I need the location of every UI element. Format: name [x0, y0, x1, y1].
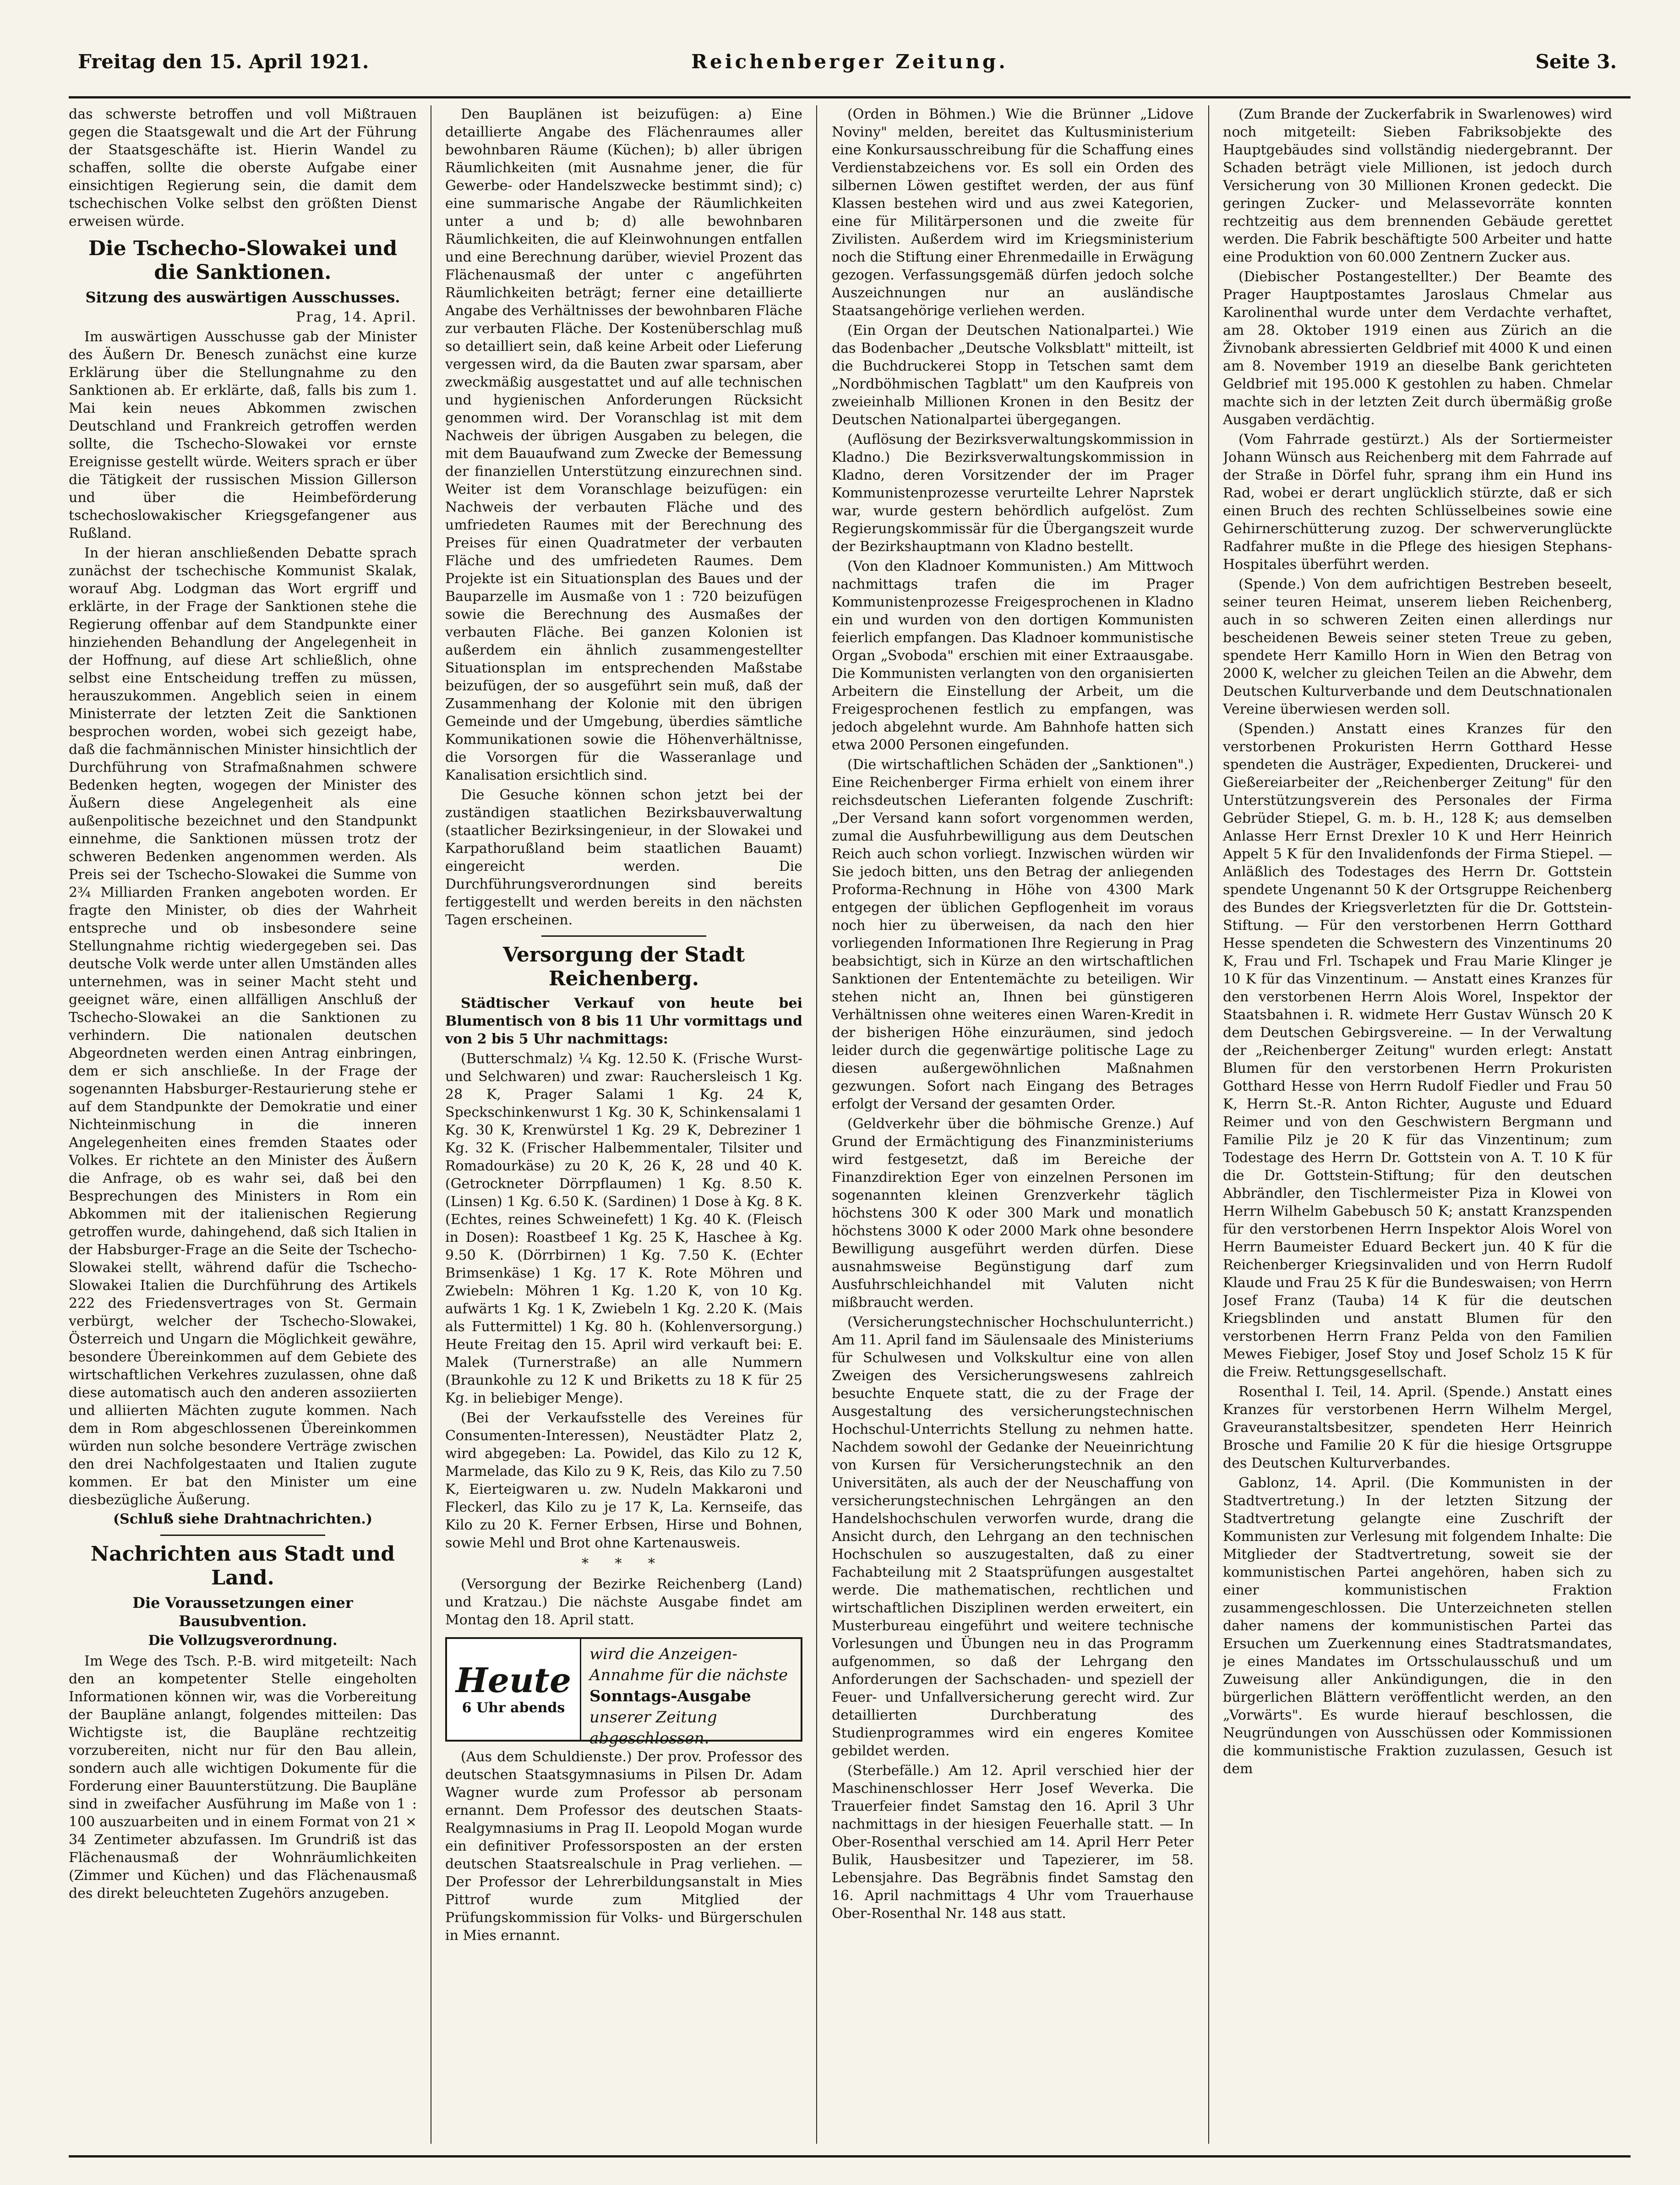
column-divider: [1208, 105, 1209, 2144]
notice-time: 6 Uhr abends: [462, 1699, 565, 1716]
paragraph: In der hieran anschließenden Debatte sprach zunächst der tschechische Kommunist Skalak, worauf Abg. Lodgman das Wort ergriff und erklärte, in der Frage der Sanktionen stehe die Regierung offenbar auf dem Standpunkte einer hinziehenden Behandlung der Angelegenheit in der Hoffnung, auf diese Art schließlich, ohne selbst eine Entscheidung treffen zu müssen, herauszukommen. Angeblich seien in einem Ministerrate der letzten Zeit die Sanktionen besprochen worden, wobei sich gezeigt habe, daß die fachmännischen Minister hinsichtlich der Durchführung von Strafmaßnahmen schwere Bedenken hegten, wogegen der Minister des Äußern diese Angelegenheit als eine außenpolitische bezeichnet und den Standpunkt einnehme, die Sanktionen müssen trotz der schweren Bedenken angenommen werden. Als Preis sei der Tschecho-Slowakei die Summe von 2¾ Milliarden Franken angeboten worden. Er fragte den Minister, ob dies der Wahrheit entspreche und ob insbesondere seine Stellungnahme richtig wiedergegeben sei. Das deutsche Volk werde unter allen Umständen alles unternehmen, was in seiner Macht steht und geeignet wäre, einen allfälligen Anschluß der Tschecho-Slowakei an die Sanktionen zu verhindern. Die nationalen deutschen Abgeordneten werden einen Antrag einbringen, dem er sich anschließe. In der Frage der sogenannten Habsburger-Restaurierung stehe er auf dem Standpunkte der Demokratie und einer Nichteinmischung in die inneren Angelegenheiten eines fremden Staates oder Volkes. Er richtete an den Minister des Äußern die Anfrage, ob es wahr sei, daß bei den Besprechungen des Ministers in Rom ein Abkommen mit der italienischen Regierung getroffen wurde, dahingehend, daß sich Italien in der Habsburger-Frage an die Seite der Tschecho-Slowakei stellt, während dafür die Tschecho-Slowakei Italien die Durchführung des Artikels 222 des Friedensvertrages von St. Germain verbürgt, welcher der Tschecho-Slowakei, Österreich und Ungarn die Möglichkeit gewähre, besondere Übereinkommen auf dem Gebiete des wirtschaftlichen Verkehres zuzulassen, ohne daß diese automatisch auch den anderen assoziierten und alliierten Mächten zugute kommen. Nach dem in Rom abgeschlossenen Übereinkommen würden nun solche besondere Verträge zwischen den drei Nachfolgestaaten und Italien zugute kommen. Er bat den Minister um eine diesbezügliche Äußerung.: [69, 545, 417, 1508]
paragraph: Städtischer Verkauf von heute bei Blumentisch von 8 bis 11 Uhr vormittags und von 2 bis 5 Uhr nachmittags:: [445, 995, 802, 1047]
column-divider: [816, 105, 817, 2144]
paragraph: (Von den Kladnoer Kommunisten.) Am Mittwoch nachmittags trafen die im Prager Kommunistenprozesse Freigesprochenen in Kladno ein und wurden von den dortigen Kommunisten feierlich empfangen. Das Kladnoer kommunistische Organ „Svoboda" erschien mit einer Extraausgabe. Die Kommunisten verlangten von den organisierten Arbeitern die Einstellung der Arbeit, um die Freigesprochenen festlich zu empfangen, was jedoch abgelehnt wurde. Am Bahnhofe hatten sich etwa 2000 Personen eingefunden.: [832, 558, 1194, 753]
price-list: (Butterschmalz) ¼ Kg. 12.50 K. (Frische Wurst- und Selchwaren) und zwar: Rauchersleisch 1 Kg. 28 K, Prager Salami 1 Kg. 24 K, Speckschinkenwurst 1 Kg. 30 K, Schinkensalami 1 Kg. 30 K, Krenwürstel 1 Kg. 29 K, Debreziner 1 Kg. 32 K. (Frischer Halbemmentaler, Tilsiter und Romadourkäse) zu 20 K, 26 K, 28 und 40 K. (Getrockneter Dörrpflaumen) 1 Kg. 8.50 K. (Linsen) 1 Kg. 6.50 K. (Sardinen) 1 Dose à Kg. 8 K. (Echtes, reines Schweinefett) 1 Kg. 40 K. (Fleisch in Dosen): Roastbeef 1 Kg. 25 K, Haschee à Kg. 9.50 K. (Dörrbirnen) 1 Kg. 7.50 K. (Echter Brimsenkäse) 1 Kg. 17 K. Rote Möhren und Zwiebeln: Möhren 1 Kg. 1.20 K, von 10 Kg. aufwärts 1 Kg. 1 K, Zwiebeln 1 Kg. 2.20 K. (Mais als Futtermittel) 1 Kg. 80 h. (Kohlenversorgung.) Heute Freitag den 15. April wird verkauft bei: E. Malek (Turnerstraße) an alle Nummern (Braunkohle zu 12 K und Briketts zu 18 K für 25 Kg. in beliebiger Menge).: [445, 1051, 802, 1406]
dateline: Prag, 14. April.: [296, 309, 417, 325]
paragraph: (Sterbefälle.) Am 12. April verschied hier der Maschinenschlosser Herr Josef Weverka. Die Trauerfeier findet Samstag den 16. April 3 Uhr nachmittags in der hiesigen Feuerhalle statt. — In Ober-Rosenthal verschied am 14. April Herr Peter Bulik, Hausbesitzer und Tapezierer, im 58. Lebensjahre. Das Begräbnis findet Samstag den 16. April nachmittags 4 Uhr vom Trauerhause Ober-Rosenthal Nr. 148 aus statt.: [832, 1763, 1194, 1922]
notice-bold: Sonntags-Ausgabe: [589, 1687, 751, 1705]
section-headline: Versorgung der Stadt Reichenberg.: [502, 943, 745, 990]
section-headline: Nachrichten aus Stadt und Land.: [90, 1542, 395, 1590]
paragraph: (Aus dem Schuldienste.) Der prov. Professor des deutschen Staatsgymnasiums in Pilsen Dr. Adam Wagner wurde zum Professor ab personam ernannt. Dem Professor des deutschen Staats-Realgymnasiums in Prag II. Leopold Mogan wurde ein definitiver Professorsposten an der ersten deutschen Staatsrealschule in Prag verliehen. — Der Professor der Lehrerbildungsanstalt in Mies Pittrof wurde zum Mitglied der Prüfungskommission für Volks- und Bürgerschulen in Mies ernannt.: [445, 1749, 802, 1944]
page-number: Seite 3.: [1535, 50, 1617, 73]
column-4: [1223, 105, 1612, 2144]
paragraph: (Spenden.) Anstatt eines Kranzes für den verstorbenen Prokuristen Herrn Gotthard Hesse spendeten die Austräger, Expedienten, Druckerei- und Gießereiarbeiter der „Reichenberger Zeitung" für den Unterstützungsverein des Personales der Firma Gebrüder Stiepel, G. m. b. H., 128 K; aus demselben Anlasse Herr Ernst Drexler 10 K und Herr Heinrich Appelt 5 K für den Invalidenfonds der Firma Stiepel. — Anläßlich des Todestages des Herrn Dr. Gottstein spendete Ungenannt 50 K der Ortsgruppe Reichenberg des Bundes der Kriegsverletzten für die Dr. Gottstein-Stiftung. — Für den verstorbenen Herrn Gotthard Hesse spendeten die Schwestern des Vinzentinums 20 K, Frau und Frl. Tschapek und Frau Marie Klinger je 10 K für das Vinzentinum. — Anstatt eines Kranzes für den verstorbenen Herrn Alois Worel, Inspektor der Staatsbahnen i. R. widmete Herr Gustav Wünsch 20 K dem Deutschen Gebirgsvereine. — In der Verwaltung der „Reichenberger Zeitung" wurden erlegt: Anstatt Blumen für den verstorbenen Herrn Prokuristen Gotthard Hesse von Herrn Rudolf Fiedler und Frau 50 K, Herrn St.-R. Anton Richter, Auguste und Eduard Reimer und von den Geschwistern Bergmann und Familie Pilz je 20 K für das Vinzentinum; zum Todestage des Herrn Dr. Gottstein von A. T. 10 K für die Dr. Gottstein-Stiftung; für den deutschen Abbrändler, den Tischlermeister Piza in Klowei von Herrn Wilhelm Gabebusch 50 K; anstatt Kranzspenden für den verstorbenen Herrn Inspektor Alois Worel von Herrn Baumeister Eduard Beckert jun. 40 K für die Reichenberger Kriegsinvaliden und von Herrn Rudolf Klaude und Frau 25 K für die Bundeswaisen; von Herrn Josef Franz (Tauba) 14 K für die deutschen Kriegsblinden und anstatt Blumen für den verstorbenen Herrn Franz Pelda von den Familien Mewes Fiebiger, Josef Stoy und Josef Scholz 15 K für die Freiw. Rettungsgesellschaft.: [1223, 721, 1612, 1380]
notice-text-1: wird die Anzeigen-Annahme für die nächste: [589, 1645, 788, 1684]
article-headline: Die Voraussetzungen einer Bausubvention.: [132, 1594, 353, 1630]
paragraph: (Orden in Böhmen.) Wie die Brünner „Lidove Noviny" melden, bereitet das Kultusministerium eine Konkursausschreibung für die Schaffung eines Verdienstabzeichens vor. Es soll ein Orden des silbernen Löwen gestiftet werden, der aus fünf Klassen bestehen wird und aus zwei Kategorien, eine für Militärpersonen und die zweite für Zivilisten. Außerdem wird im Kriegsministerium noch die Stiftung einer Ehrenmedaille in Erwägung gezogen. Verfassungsgemäß dürfen jedoch solche Auszeichnungen nur an ausländische Staatsangehörige verliehen werden.: [832, 106, 1194, 319]
paragraph: Rosenthal I. Teil, 14. April. (Spende.) Anstatt eines Kranzes für verstorbenen Herrn Wilhelm Mergel, Graveuranstaltsbesitzer, spendeten Herr Heinrich Brosche und Familie 20 K für die hiesige Ortsgruppe des Deutschen Kulturverbandes.: [1223, 1384, 1612, 1471]
column-2: [445, 105, 802, 2144]
separator-stars: * * *: [581, 1556, 666, 1572]
article-headline: Die Tschecho-Slowakei und die Sanktionen.: [88, 237, 398, 284]
separator: [541, 935, 706, 937]
column-3: [832, 105, 1194, 2144]
paragraph: (Vom Fahrrade gestürzt.) Als der Sortiermeister Johann Wünsch aus Reichenberg mit dem Fahrrade auf der Straße in Dörfel fuhr, sprang ihm ein Hund ins Rad, wobei er derart unglücklich stürzte, daß er sich einen Bruch des rechten Schlüsselbeines sowie eine Gehirnerschütterung zuzog. Der schwerverunglückte Radfahrer mußte in die Pflege des hiesigen Stephans-Hospitales überführt werden.: [1223, 432, 1612, 573]
article-subheadline: Sitzung des auswärtigen Ausschusses.: [85, 289, 400, 306]
paragraph: (Spende.) Von dem aufrichtigen Bestreben beseelt, seiner teuren Heimat, unserem lieben Reichenberg, auch in so schweren Zeiten einen allerdings nur bescheidenen Beweis seiner steten Treue zu geben, spendete Herr Kamillo Horn in Wien den Betrag von 2000 K, welcher zu gleichen Teilen an die Abwehr, dem Deutschen Kulturverbande und dem Deutschnationalen Vereine überwiesen werden soll.: [1223, 576, 1612, 717]
page-header: [69, 46, 1631, 87]
separator: [160, 1535, 325, 1536]
notice-text-2: unserer Zeitung abgeschlossen.: [589, 1708, 717, 1748]
paragraph: (Diebischer Postangestellter.) Der Beamte des Prager Hauptpostamtes Jaroslaus Chmelar aus Karolinenthal wurde unter dem Verdachte verhaftet, am 28. Oktober 1919 einen aus Zürich an die Živnobank abressierten Geldbrief mit 4000 K und einen am 8. November 1919 an dieselbe Bank gerichteten Geldbrief mit 195.000 K gestohlen zu haben. Chmelar machte sich in der letzten Zeit durch übermäßig große Ausgaben verdächtig.: [1223, 269, 1612, 428]
newspaper-page: [69, 27, 1631, 2158]
notice-text: [581, 1639, 801, 1748]
paragraph: (Die wirtschaftlichen Schäden der „Sanktionen".) Eine Reichenberger Firma erhielt von einem ihrer reichsdeutschen Lieferanten folgende Zuschrift: „Der Versand kann sofort vorgenommen werden, zumal die Ausfuhrbewilligung aus dem Deutschen Reich auch schon vorliegt. Inzwischen würden wir Sie jedoch bitten, uns den Betrag der anliegenden Proforma-Rechnung in Höhe von 4300 Mark entgegen der üblichen Gepflogenheit im voraus noch hier zu überweisen, da nach den hier vorliegenden Informationen Ihre Regierung in Prag beabsichtigt, sich in Kürze an den wirtschaftlichen Sanktionen der Ententemächte zu beteiligen. Wir stehen nicht an, Ihnen bei günstigeren Verhältnissen ohne weiteres einen Waren-Kredit in der bisherigen Höhe einzuräumen, sind jedoch leider durch die gegenwärtige politische Lage zu diesen außergewöhnlichen Maßnahmen gezwungen. Sofort nach Eingang des Betrages erfolgt der Versand der gesamten Order.: [832, 757, 1194, 1112]
paragraph: (Versorgung der Bezirke Reichenberg (Land) und Kratzau.) Die nächste Ausgabe findet am Montag den 18. April statt.: [445, 1576, 802, 1628]
continuation-note: (Schluß siehe Drahtnachrichten.): [113, 1511, 373, 1527]
paragraph: (Bei der Verkaufsstelle des Vereines für Consumenten-Interessen), Neustädter Platz 2, wird abgegeben: La. Powidel, das Kilo zu 12 K, Marmelade, das Kilo zu 9 K, Reis, das Kilo zu 7.50 K, Eierteigwaren u. zw. Nudeln Makkaroni und Fleckerl, das Kilo zu je 17 K, La. Kernseife, das Kilo zu 20 K. Ferner Erbsen, Hirse und Bohnen, sowie Mehl und Brot ohne Kartenausweis.: [445, 1410, 802, 1551]
paragraph: (Ein Organ der Deutschen Nationalpartei.) Wie das Bodenbacher „Deutsche Volksblatt" mitteilt, ist die Buchdruckerei Stopp in Tetschen samt dem „Nordböhmischen Tagblatt" um den Kaufpreis von zweieinhalb Millionen Kronen in den Besitz der Deutschen Nationalpartei übergegangen.: [832, 322, 1194, 428]
paragraph: (Versicherungstechnischer Hochschulunterricht.) Am 11. April fand im Säulensaale des Ministeriums für Schulwesen und Volkskultur eine von allen Zweigen des Versicherungswesens zahlreich besuchte Enquete statt, die zu der Frage der Ausgestaltung des versicherungstechnischen Hochschul-Unterrichts Stellung zu nehmen hatte. Nachdem sowohl der Gedanke der Neueinrichtung von Kursen für Versicherungstechnik an den Universitäten, als auch der der Neuschaffung von versicherungstechnischen Lehrgängen an den Handelshochschulen verworfen wurde, drang die Ansicht durch, den Lehrgang an den technischen Hochschulen so auszugestalten, daß zu einer Fachabteilung mit 2 Staatsprüfungen ausgestaltet werde. Die mathematischen, rechtlichen und wirtschaftlichen Disziplinen werden erweitert, ein Musterbureau eingeführt und weitere technische Vorlesungen und Übungen neu in das Programm aufgenommen, so daß der Lehrgang den Anforderungen der Sachschaden- und speziell der Feuer- und Unfallversicherung gerecht wird. Zur detaillierten Durchberatung des Studienprogrammes wird ein engeres Komitee gebildet werden.: [832, 1314, 1194, 1759]
paragraph: Gablonz, 14. April. (Die Kommunisten in der Stadtvertretung.) In der letzten Sitzung der Stadtvertretung gelangte eine Zuschrift der Kommunisten zur Verlesung mit folgendem Inhalte: Die Mitglieder der Stadtvertretung, soweit sie der kommunistischen Partei angehören, haben sich zu einer kommunistischen Fraktion zusammengeschlossen. Die Unterzeichneten stellen daher namens der kommunistischen Partei das Ersuchen um Zuerkennung eines Stadtratsmandates, je eines Mandates im Ortsschulausschuß und um Zuweisung aller Ankündigungen, die in den bürgerlichen Blättern veröffentlicht werden, an den „Vorwärts". Es wurde hierauf beschlossen, die Neugründungen von Ausschüssen oder Kommissionen die kommunistische Fraktion zuzulassen, Gesuch ist dem: [1223, 1475, 1612, 1777]
paragraph: Den Bauplänen ist beizufügen: a) Eine detaillierte Angabe des Flächenraumes aller bewohnbaren Räume (Küchen); b) aller übrigen Räumlichkeiten (mit Ausnahme jener, die für Gewerbe- oder Handelszwecke bestimmt sind); c) eine summarische Angabe der Räumlichkeiten unter a und b; d) alle bewohnbaren Räumlichkeiten, die auf Kleinwohnungen entfallen und eine Berechnung darüber, wieviel Prozent das Flächenausmaß der unter c angeführten Räumlichkeiten beträgt; ferner eine detaillierte Angabe des Verhältnisses der bewohnbaren Fläche zur verbauten Fläche. Der Kostenüberschlag muß so detailliert sein, daß keine Arbeit oder Lieferung vergessen wird, da die Bauten zwar sparsam, aber zweckmäßig ausgestattet und auf alle technischen und hygienischen Anforderungen Rücksicht genommen wird. Der Voranschlag ist mit dem Nachweis der übrigen Ausgaben zu belegen, die mit dem Bauaufwand zum Zwecke der Bemessung der finanziellen Unterstützung einzurechnen sind. Weiter ist dem Voranschlage beizufügen: ein Nachweis der verbauten Fläche und des umfriedeten Raumes mit der Berechnung des Preises für einen Quadratmeter der verbauten Fläche und des umfriedeten Raumes. Dem Projekte ist ein Situationsplan des Baues und der Bauparzelle im Ausmaße von 1 : 720 beizufügen sowie die Berechnung des Ausmaßes der verbauten Fläche. Bei ganzen Kolonien ist außerdem ein ähnlich zusammengestellter Situationsplan im entsprechenden Maßstabe beizufügen, der so ausgeführt sein muß, daß der Zusammenhang der Kolonie mit den übrigen Gemeinde und der Umgebung, überdies sämtliche Kommunikationen sowie die Höhenverhältnisse, die Vorsorgen für die Wasseranlage und Kanalisation ersichtlich sind.: [445, 106, 802, 783]
paragraph: Die Gesuche können schon jetzt bei der zuständigen staatlichen Bezirksbauverwaltung (staatlicher Bezirksingenieur, in der Slowakei und Karpathorußland beim staatlichen Bauamt) eingereicht werden. Die Durchführungsverordnungen sind bereits fertiggestellt und werden bereits in den nächsten Tagen erscheinen.: [445, 787, 802, 928]
article-subheadline: Die Vollzugsverordnung.: [148, 1633, 338, 1649]
notice-heute: Heute: [455, 1661, 572, 1700]
paragraph: (Auflösung der Bezirksverwaltungskommission in Kladno.) Die Bezirksverwaltungskommission in Kladno, deren Vorsitzender der im Prager Kommunistenprozesse verurteilte Lehrer Naprstek war, wurde gestern behördlich aufgelöst. Zum Regierungskommissär für die Übergangszeit wurde der Bezirkshauptmann von Kladno bestellt.: [832, 432, 1194, 555]
header-rule: [69, 96, 1631, 98]
issue-date: Freitag den 15. April 1921.: [78, 50, 369, 73]
footer-rule: [69, 2155, 1631, 2158]
column-1: [69, 105, 417, 2144]
paragraph: Im Wege des Tsch. P.-B. wird mitgeteilt: Nach den an kompetenter Stelle eingeholten Informationen können wir, was die Vorbereitung der Baupläne anlangt, folgendes mitteilen: Das Wichtigste ist, die Baupläne rechtzeitig vorzubereiten, nicht nur für den Bau allein, sondern auch alle wichtigen Dokumente für die Forderung einer Bauunterstützung. Die Baupläne sind in zweifacher Ausführung im Maße von 1 : 100 auszuarbeiten und in einem Format von 21 × 34 Zentimeter abzufassen. Im Grundriß ist das Flächenausmaß der Wohnräumlichkeiten (Zimmer und Küchen) und das Flächenausmaß des direkt beleuchteten Zugehörs anzugeben.: [69, 1653, 417, 1901]
notice-heading: [447, 1639, 581, 1740]
paragraph: (Geldverkehr über die böhmische Grenze.) Auf Grund der Ermächtigung des Finanzministeriums wird festgesetzt, daß im Bereiche der Finanzdirektion Eger von einzelnen Personen im sogenannten kleinen Grenzverkehr täglich höchstens 300 K oder 300 Mark und monatlich höchstens 3000 K oder 2000 Mark ohne besondere Bewilligung ausgeführt werden dürfen. Diese ausnahmsweise Begünstigung darf zum Ausfuhrschleichhandel mit Valuten nicht mißbraucht werden.: [832, 1116, 1194, 1311]
paragraph: (Zum Brande der Zuckerfabrik in Swarlenowes) wird noch mitgeteilt: Sieben Fabriksobjekte des Hauptgebäudes sind vollständig niedergebrannt. Der Schaden beträgt viele Millionen, ist jedoch durch Versicherung von 30 Millionen Kronen gedeckt. Die geringen Zucker- und Melassevorräte konnten rechtzeitig aus dem brennenden Gebäude gerettet werden. Die Fabrik beschäftigte 500 Arbeiter und hatte eine Produktion von 60.000 Zentnern Zucker aus.: [1223, 106, 1612, 265]
newspaper-title: Reichenberger Zeitung.: [691, 50, 1008, 73]
article-continuation: das schwerste betroffen und voll Mißtrauen gegen die Staatsgewalt und die Art der Führung der Staatsgeschäfte ist. Hierin Wandel zu schaffen, sollte die oberste Aufgabe einer einsichtigen Regierung sein, die damit dem tschechischen Volke selbst den größten Dienst erweisen würde.: [69, 106, 417, 229]
deadline-notice: [445, 1637, 802, 1748]
paragraph: Im auswärtigen Ausschusse gab der Minister des Äußern Dr. Benesch zunächst eine kurze Erklärung über die Stellungnahme zu den Sanktionen ab. Er erklärte, daß, falls bis zum 1. Mai kein neues Abkommen zwischen Deutschland und Frankreich getroffen werden sollte, die Tschecho-Slowakei vor ernste Ereignisse gestellt würde. Weiters sprach er über die Tätigkeit der russischen Mission Gillerson und über die Heimbeförderung tschechoslowakischer Kriegsgefangener aus Rußland.: [69, 329, 417, 541]
